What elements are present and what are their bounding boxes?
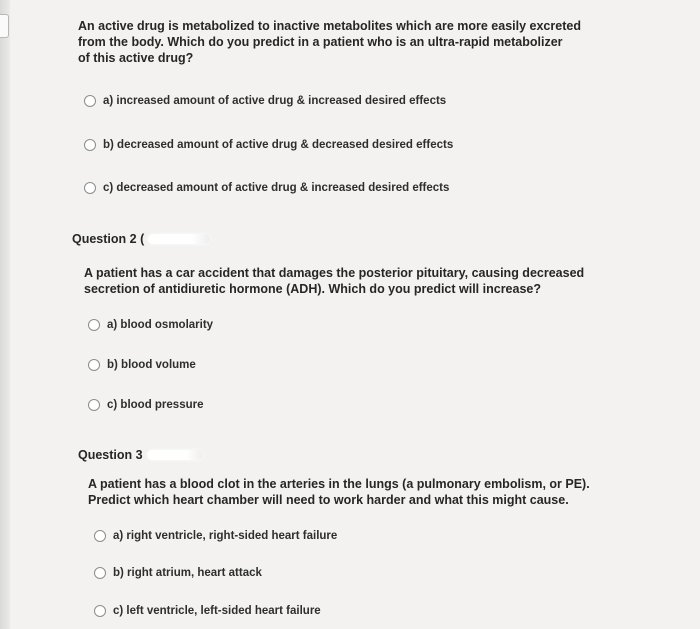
edge-tab (0, 14, 9, 38)
q3-option-a[interactable] (94, 530, 337, 542)
q2-heading-text: Question 2 ( (72, 232, 145, 246)
q2-option-a-label: a) blood osmolarity (107, 319, 214, 331)
q2-option-a[interactable] (88, 319, 213, 331)
page-left-edge (0, 0, 10, 629)
radio-button-icon[interactable] (84, 139, 96, 151)
q2-option-b[interactable] (88, 359, 196, 371)
radio-button-icon[interactable] (88, 319, 100, 331)
q3-heading (78, 448, 203, 462)
radio-button-icon[interactable] (94, 567, 106, 579)
q2-stem-line: A patient has a car accident that damages the posterior pituitary, causing decreased (84, 266, 585, 280)
radio-button-icon[interactable] (84, 182, 96, 194)
q3-option-b[interactable] (94, 567, 262, 579)
q2-option-c[interactable] (88, 399, 204, 411)
q3-stem-line: Predict which heart chamber will need to work harder and what this might cause. (88, 493, 569, 507)
q2-option-c-label: c) blood pressure (107, 399, 204, 411)
redaction-mark (148, 234, 210, 244)
q1-option-c[interactable] (84, 182, 449, 194)
q1-option-a[interactable] (84, 95, 446, 107)
radio-button-icon[interactable] (94, 605, 106, 617)
q3-option-c[interactable] (94, 605, 321, 617)
radio-button-icon[interactable] (88, 399, 100, 411)
radio-button-icon[interactable] (94, 530, 106, 542)
radio-button-icon[interactable] (84, 95, 96, 107)
q1-option-b[interactable] (84, 139, 453, 151)
q1-stem-line: of this active drug? (78, 51, 194, 65)
q1-option-a-label: a) increased amount of active drug & increased desired effects (103, 95, 447, 107)
q3-stem (88, 476, 590, 508)
q1-stem-line: An active drug is metabolized to inactive metabolites which are more easily excreted (78, 19, 581, 33)
q2-stem-line: secretion of antidiuretic hormone (ADH). Which do you predict will increase? (84, 282, 542, 296)
radio-button-icon[interactable] (88, 359, 100, 371)
q3-option-c-label: c) left ventricle, left-sided heart failure (113, 605, 321, 617)
q3-option-b-label: b) right atrium, heart attack (113, 567, 262, 579)
q1-option-b-label: b) decreased amount of active drug & decreased desired effects (103, 139, 454, 151)
q1-option-c-label: c) decreased amount of active drug & increased desired effects (103, 182, 450, 194)
q3-heading-text: Question 3 (78, 448, 143, 462)
q2-option-b-label: b) blood volume (107, 359, 196, 371)
redaction-mark (147, 450, 203, 460)
q2-stem (84, 265, 584, 297)
q3-option-a-label: a) right ventricle, right-sided heart failure (113, 530, 338, 542)
q1-stem (78, 18, 581, 66)
q2-heading (72, 232, 210, 246)
q1-stem-line: from the body. Which do you predict in a patient who is an ultra-rapid metabolizer (78, 35, 563, 49)
q3-stem-line: A patient has a blood clot in the arteries in the lungs (a pulmonary embolism, or PE). (88, 477, 590, 491)
